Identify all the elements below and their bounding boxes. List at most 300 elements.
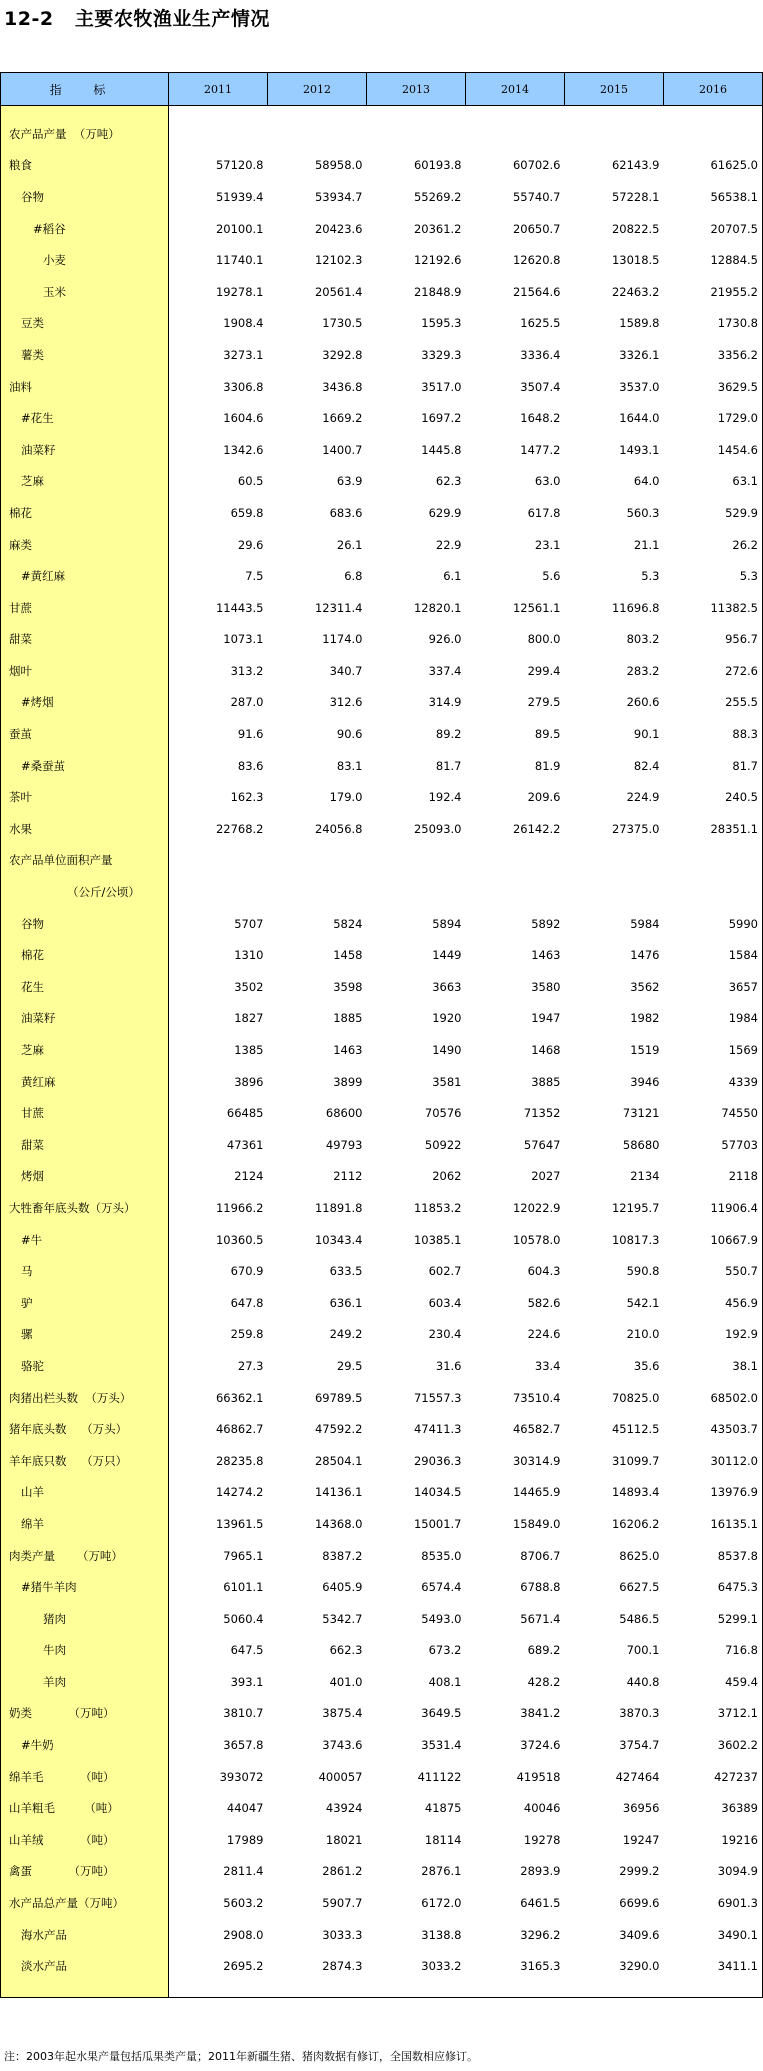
table-cell: 12311.4 [314,600,363,615]
table-cell: 27.3 [237,1358,264,1373]
table-cell: 6574.4 [421,1580,462,1595]
table-cell: 12561.1 [512,600,561,615]
table-row [1,1382,763,1414]
table-row [1,466,763,498]
row-label: 骆驼 [1,1350,169,1382]
table-cell: 81.9 [534,758,561,773]
table-cell: 314.9 [428,695,462,710]
table-cell: 2874.3 [322,1959,363,1974]
table-cell: 393.1 [230,1674,264,1689]
table-cell: 3138.8 [421,1927,462,1942]
table-cell: 3875.4 [322,1706,363,1721]
table-cell: 1730.5 [322,316,363,331]
table-row [1,1698,763,1730]
table-cell: 19278.1 [215,284,264,299]
table-cell: 3531.4 [421,1738,462,1753]
row-label: 烟叶 [1,655,169,687]
table-cell: 926.0 [428,632,462,647]
table-cell: 8537.8 [664,1540,763,1572]
table-cell: 29036.3 [413,1453,462,1468]
table-cell: 2134 [630,1169,660,1184]
table-cell: 2893.9 [520,1864,561,1879]
table-cell: 3033.2 [421,1959,462,1974]
table-cell: 1519 [630,1043,660,1058]
row-label: 蚕茧 [1,718,169,750]
table-cell [268,845,367,877]
table-row [1,750,763,782]
row-label: 山羊粗毛 （吨） [1,1792,169,1824]
table-cell: 5603.2 [223,1896,264,1911]
table-row [1,1824,763,1856]
table-cell: 21955.2 [664,276,763,308]
row-label: 猪肉 [1,1603,169,1635]
table-cell: 71557.3 [413,1390,462,1405]
table-cell: 956.7 [664,624,763,656]
table-cell: 12884.5 [664,244,763,276]
table-cell: 1449 [432,948,462,963]
table-cell: 20650.7 [512,221,561,236]
table-row [1,1192,763,1224]
table-row [1,655,763,687]
row-label: 肉类产量 （万吨） [1,1540,169,1572]
table-cell: 5.6 [542,569,561,584]
table-cell: 12102.3 [314,253,363,268]
table-cell: 7965.1 [223,1548,264,1563]
table-cell: 1584 [664,939,763,971]
table-cell: 5984 [630,916,660,931]
table-cell: 3946 [630,1074,660,1089]
table-cell: 673.2 [428,1643,462,1658]
table-cell: 1490 [432,1043,462,1058]
table-cell: 35.6 [633,1358,660,1373]
table-row [1,1666,763,1698]
table-cell: 19247 [622,1832,660,1847]
table-cell: 61625.0 [664,150,763,182]
table-cell: 230.4 [428,1327,462,1342]
table-cell: 6.1 [443,569,462,584]
table-cell: 68502.0 [664,1382,763,1414]
table-cell: 5907.7 [322,1896,363,1911]
row-label: #桑蚕茧 [1,750,169,782]
table-cell: 68600 [325,1106,363,1121]
table-row [1,1445,763,1477]
table-cell: 3724.6 [520,1738,561,1753]
table-cell: 5342.7 [322,1611,363,1626]
table-cell: 57647 [523,1137,561,1152]
table-cell: 3896 [234,1074,264,1089]
table-cell: 6.8 [344,569,363,584]
table-cell: 20822.5 [611,221,660,236]
table-cell: 57120.8 [215,158,264,173]
row-label: 牛肉 [1,1635,169,1667]
table-cell: 81.7 [664,750,763,782]
table-cell: 3581 [432,1074,462,1089]
table-row [1,876,763,908]
table-cell: 1400.7 [322,442,363,457]
table-cell: 1908.4 [223,316,264,331]
table-cell: 2876.1 [421,1864,462,1879]
row-label: 甜菜 [1,1129,169,1161]
table-cell: 283.2 [626,663,660,678]
table-cell: 3517.0 [421,379,462,394]
table-row [1,1350,763,1382]
table-cell: 10667.9 [664,1224,763,1256]
row-label: 绵羊 [1,1508,169,1540]
row-label: 豆类 [1,308,169,340]
table-cell: 1476 [630,948,660,963]
table-cell: 13976.9 [664,1477,763,1509]
table-cell: 393072 [219,1769,264,1784]
table-row [1,244,763,276]
table-row [1,1066,763,1098]
table-cell: 1827 [234,1011,264,1026]
table-row [1,939,763,971]
row-label: 油菜籽 [1,1003,169,1035]
table-end-row [1,1982,763,1998]
table-cell: 90.1 [633,727,660,742]
table-cell: 1463 [333,1043,363,1058]
table-cell [367,845,466,877]
table-cell: 633.5 [329,1264,363,1279]
table-cell: 1458 [333,948,363,963]
table-cell: 5299.1 [664,1603,763,1635]
table-cell: 29.5 [336,1358,363,1373]
table-cell: 53934.7 [314,189,363,204]
table-row [1,276,763,308]
row-label: #猪牛羊肉 [1,1571,169,1603]
row-label: #黄红麻 [1,560,169,592]
table-row [1,150,763,182]
table-row [1,845,763,877]
table-cell: 2908.0 [223,1927,264,1942]
table-cell: 28235.8 [215,1453,264,1468]
table-row [1,813,763,845]
table-cell: 1644.0 [619,411,660,426]
table-cell: 8535.0 [421,1548,462,1563]
table-cell [565,876,664,908]
table-cell [565,118,664,150]
table-cell: 3629.5 [664,371,763,403]
table-cell: 3562 [630,979,660,994]
table-cell: 6788.8 [520,1580,561,1595]
table-cell: 31.6 [435,1358,462,1373]
table-cell: 2999.2 [619,1864,660,1879]
table-cell: 5493.0 [421,1611,462,1626]
table-cell: 224.9 [626,790,660,805]
table-cell: 14034.5 [413,1485,462,1500]
table-cell: 58958.0 [314,158,363,173]
table-cell: 29.6 [237,537,264,552]
table-cell: 8625.0 [619,1548,660,1563]
table-cell: 3602.2 [664,1729,763,1761]
table-row [1,529,763,561]
row-label: 驴 [1,1287,169,1319]
table-cell: 1984 [664,1003,763,1035]
row-label: 羊年底只数 （万只） [1,1445,169,1477]
table-cell: 2112 [333,1169,363,1184]
table-cell: 3336.4 [520,347,561,362]
table-cell: 51939.4 [215,189,264,204]
table-row [1,1319,763,1351]
table-cell: 16206.2 [611,1516,660,1531]
table-row [1,1097,763,1129]
table-cell: 162.3 [230,790,264,805]
table-cell: 41875 [424,1801,462,1816]
table-cell: 408.1 [428,1674,462,1689]
table-cell: 2118 [664,1161,763,1193]
table-cell: 617.8 [527,505,561,520]
table-cell: 5990 [664,908,763,940]
table-cell: 23.1 [534,537,561,552]
table-cell: 19216 [664,1824,763,1856]
table-row [1,1887,763,1919]
table-cell: 12195.7 [611,1200,660,1215]
table-row [1,1287,763,1319]
table-cell: 210.0 [626,1327,660,1342]
row-label: 薯类 [1,339,169,371]
table-cell: 83.1 [336,758,363,773]
table-cell: 30314.9 [512,1453,561,1468]
table-row [1,1603,763,1635]
table-cell: 91.6 [237,727,264,742]
table-cell: 259.8 [230,1327,264,1342]
table-cell: 542.1 [626,1295,660,1310]
table-cell: 62143.9 [611,158,660,173]
table-cell: 40046 [523,1801,561,1816]
table-row [1,560,763,592]
table-cell: 17989 [226,1832,264,1847]
table-cell: 1920 [432,1011,462,1026]
table-cell: 46862.7 [215,1422,264,1437]
table-cell: 2811.4 [223,1864,264,1879]
footnote: 注：2003年起水果产量包括瓜果类产量；2011年新疆生猪、猪肉数据有修订，全国数相应修订。 [4,2050,478,2063]
table-cell: 340.7 [329,663,363,678]
row-label: 水果 [1,813,169,845]
table-cell: 3885 [531,1074,561,1089]
table-cell: 62.3 [435,474,462,489]
table-cell: 2695.2 [223,1959,264,1974]
table-cell: 550.7 [664,1255,763,1287]
table-cell: 24056.8 [314,821,363,836]
table-row [1,1003,763,1035]
table-cell: 11891.8 [314,1200,363,1215]
table-cell: 3165.3 [520,1959,561,1974]
table-cell: 3411.1 [664,1950,763,1982]
table-cell: 1982 [630,1011,660,1026]
table-cell: 313.2 [230,663,264,678]
table-cell: 20561.4 [314,284,363,299]
table-cell: 249.2 [329,1327,363,1342]
table-row [1,781,763,813]
table-cell: 3292.8 [322,347,363,362]
table-cell: 1625.5 [520,316,561,331]
row-label: 麻类 [1,529,169,561]
table-cell: 428.2 [527,1674,561,1689]
table-cell: 14465.9 [512,1485,561,1500]
table-cell: 63.9 [336,474,363,489]
row-label: 禽蛋 （万吨） [1,1856,169,1888]
table-cell: 1604.6 [223,411,264,426]
row-label: 花生 [1,971,169,1003]
table-cell: 14368.0 [314,1516,363,1531]
table-cell [367,876,466,908]
row-label: #牛 [1,1224,169,1256]
table-header-row [1,73,763,106]
table-cell: 272.6 [664,655,763,687]
table-cell: 50922 [424,1137,462,1152]
table-cell [169,876,268,908]
table-cell: 3290.0 [619,1959,660,1974]
table-cell: 3094.9 [664,1856,763,1888]
table-cell: 66362.1 [215,1390,264,1405]
table-cell: 1648.2 [520,411,561,426]
row-label: 油菜籽 [1,434,169,466]
table-cell [664,118,763,150]
column-header-year: 2016 [664,73,763,106]
table-cell: 3409.6 [619,1927,660,1942]
table-cell: 279.5 [527,695,561,710]
table-cell: 56538.1 [664,181,763,213]
table-cell: 10360.5 [215,1232,264,1247]
table-cell: 3580 [531,979,561,994]
table-cell: 47361 [226,1137,264,1152]
table-cell: 26142.2 [512,821,561,836]
table-cell: 419518 [516,1769,561,1784]
table-cell: 69789.5 [314,1390,363,1405]
table-cell: 179.0 [329,790,363,805]
table-cell: 312.6 [329,695,363,710]
table-cell: 3502 [234,979,264,994]
table-cell: 83.6 [237,758,264,773]
table-cell: 36389 [664,1792,763,1824]
table-cell: 58680 [622,1137,660,1152]
table-cell: 3657.8 [223,1738,264,1753]
table-cell: 21.1 [633,537,660,552]
table-cell: 11443.5 [215,600,264,615]
table-cell: 1385 [234,1043,264,1058]
table-cell: 6627.5 [619,1580,660,1595]
row-label: 甘蔗 [1,1097,169,1129]
table-cell: 7.5 [245,569,264,584]
row-label: 玉米 [1,276,169,308]
table-row [1,1792,763,1824]
row-label: 大牲畜年底头数（万头） [1,1192,169,1224]
row-label: 农产品单位面积产量 [1,845,169,877]
table-cell: 22463.2 [611,284,660,299]
table-cell: 18021 [325,1832,363,1847]
table-cell: 47411.3 [413,1422,462,1437]
table-cell: 31099.7 [611,1453,660,1468]
table-cell: 716.8 [664,1635,763,1667]
table-cell: 63.0 [534,474,561,489]
table-cell: 603.4 [428,1295,462,1310]
table-cell: 683.6 [329,505,363,520]
table-cell: 26.1 [336,537,363,552]
table-cell [466,876,565,908]
table-cell: 60.5 [237,474,264,489]
table-cell: 192.9 [664,1319,763,1351]
table-cell: 647.8 [230,1295,264,1310]
table-cell: 20423.6 [314,221,363,236]
table-cell: 3598 [333,979,363,994]
table-cell: 43924 [325,1801,363,1816]
table-cell: 60702.6 [512,158,561,173]
table-cell: 90.6 [336,727,363,742]
table-row [1,308,763,340]
row-label: #牛奶 [1,1729,169,1761]
table-cell: 20100.1 [215,221,264,236]
table-cell: 20707.5 [664,213,763,245]
row-label: 小麦 [1,244,169,276]
table-cell: 1454.6 [664,434,763,466]
table-cell: 38.1 [664,1350,763,1382]
table-cell: 529.9 [664,497,763,529]
table-cell: 1073.1 [223,632,264,647]
table-cell: 22.9 [435,537,462,552]
table-row [1,1224,763,1256]
row-label: 肉猪出栏头数 （万头） [1,1382,169,1414]
row-label: 奶类 （万吨） [1,1698,169,1730]
table-cell: 3870.3 [619,1706,660,1721]
table-cell: 1463 [531,948,561,963]
table-cell: 19278 [523,1832,561,1847]
table-cell: 3273.1 [223,347,264,362]
row-label: 羊肉 [1,1666,169,1698]
table-cell: 209.6 [527,790,561,805]
table-cell: 55740.7 [512,189,561,204]
row-label: 水产品总产量（万吨） [1,1887,169,1919]
table-cell: 89.2 [435,727,462,742]
table-cell: 5894 [432,916,462,931]
table-cell: 3712.1 [664,1698,763,1730]
table-cell: 427464 [615,1769,660,1784]
table-cell: 46582.7 [512,1422,561,1437]
table-cell: 15001.7 [413,1516,462,1531]
table-cell: 10385.1 [413,1232,462,1247]
table-cell: 22768.2 [215,821,264,836]
row-label: #稻谷 [1,213,169,245]
table-row [1,1034,763,1066]
table-cell: 1669.2 [322,411,363,426]
table-cell: 25093.0 [413,821,462,836]
table-cell [466,118,565,150]
table-cell: 10343.4 [314,1232,363,1247]
table-cell: 8387.2 [322,1548,363,1563]
column-header-indicator: 指 标 [1,73,169,106]
table-cell: 55269.2 [413,189,462,204]
table-cell: 636.1 [329,1295,363,1310]
table-cell: 5707 [234,916,264,931]
table-cell: 14893.4 [611,1485,660,1500]
table-row [1,118,763,150]
table-cell: 21564.6 [512,284,561,299]
table-cell: 6475.3 [664,1571,763,1603]
table-cell [268,118,367,150]
table-spacer-row [1,106,763,119]
table-cell: 18114 [424,1832,462,1847]
column-header-year: 2014 [466,73,565,106]
table-cell: 3657 [664,971,763,1003]
table-cell: 5.3 [664,560,763,592]
table-cell: 1445.8 [421,442,462,457]
table-cell: 2062 [432,1169,462,1184]
table-cell: 33.4 [534,1358,561,1373]
table-cell: 12820.1 [413,600,462,615]
table-row [1,908,763,940]
table-cell: 1468 [531,1043,561,1058]
table-cell: 28351.1 [664,813,763,845]
column-header-year: 2011 [169,73,268,106]
